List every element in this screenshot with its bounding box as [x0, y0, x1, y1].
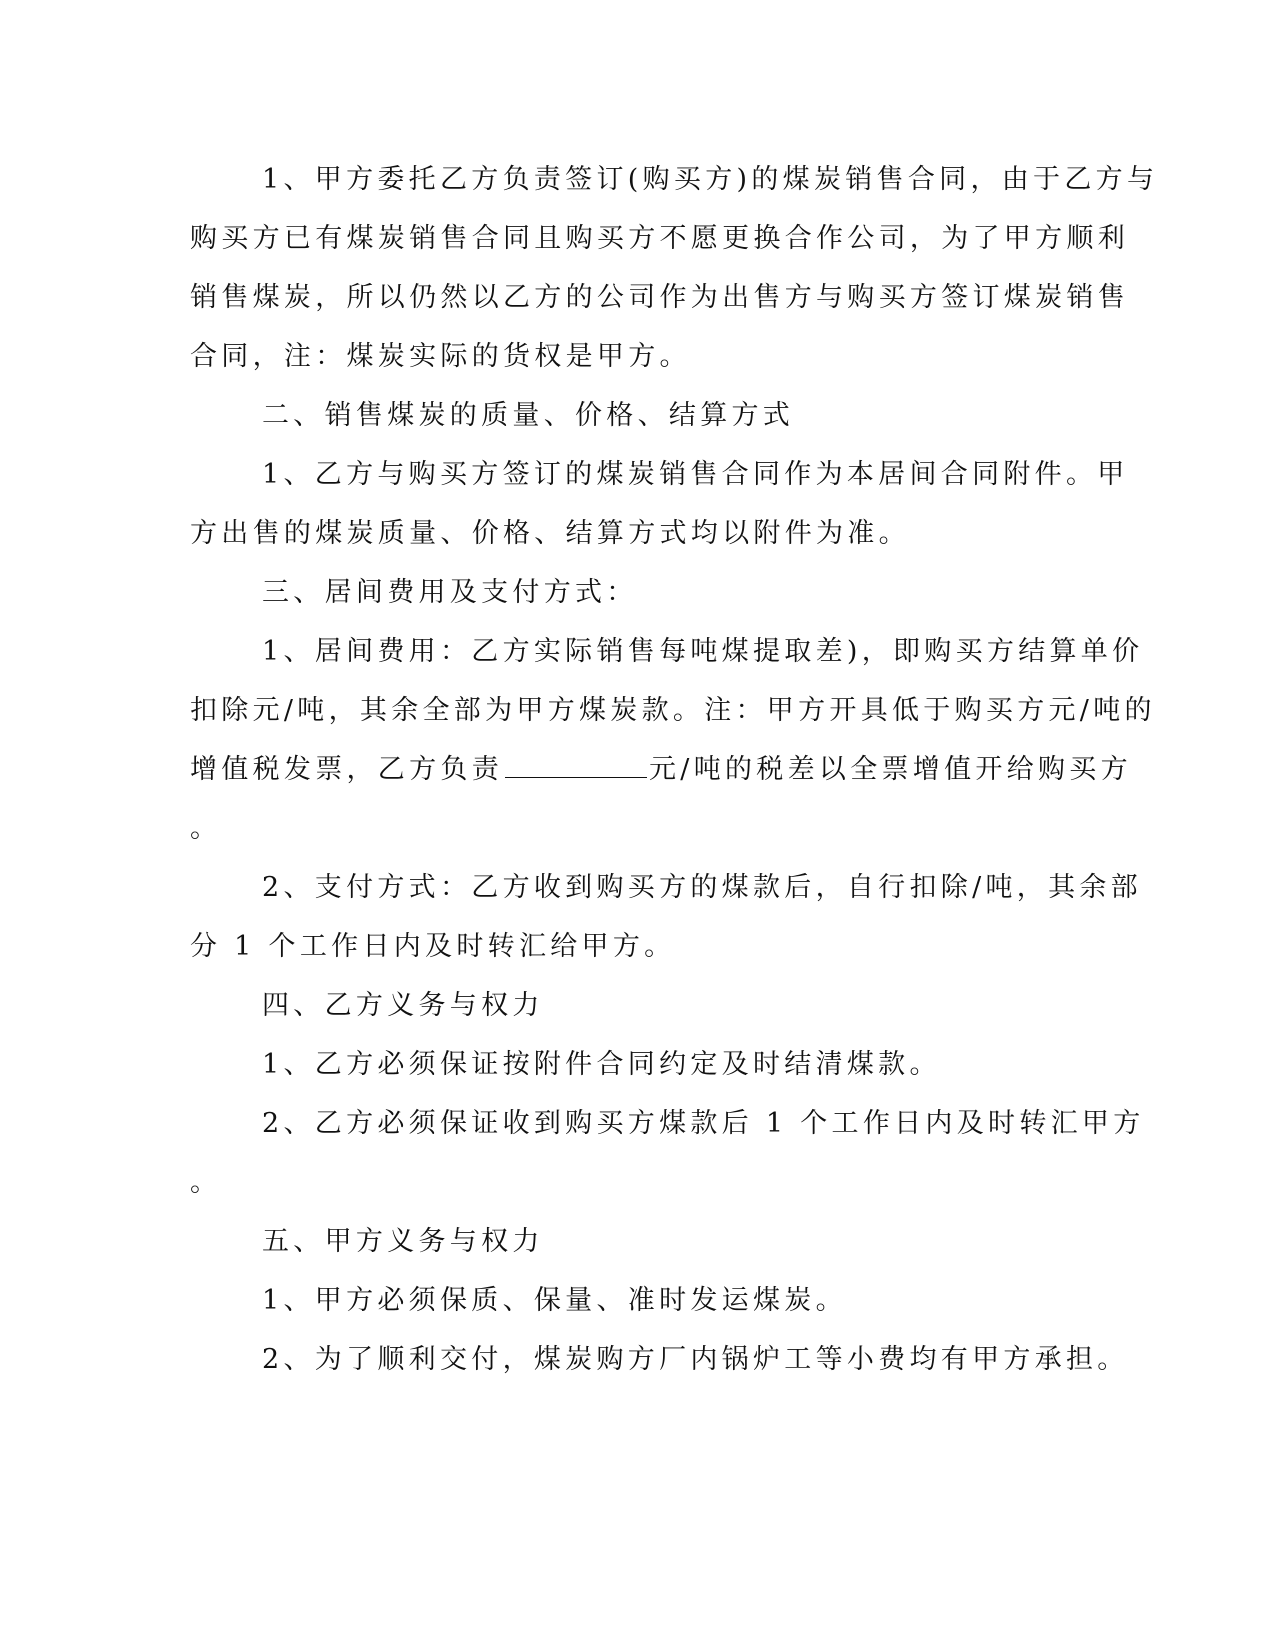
section-heading: 五、甲方义务与权力	[262, 1226, 544, 1257]
paragraph-line: 分 1 个工作日内及时转汇给甲方。	[190, 931, 676, 962]
section-heading: 三、居间费用及支付方式：	[262, 577, 638, 608]
paragraph-line: 方出售的煤炭质量、价格、结算方式均以附件为准。	[190, 518, 910, 549]
paragraph-line: 销售煤炭，所以仍然以乙方的公司作为出售方与购买方签订煤炭销售	[190, 282, 1129, 313]
paragraph-line: 。	[190, 1167, 222, 1198]
section-heading: 四、乙方义务与权力	[262, 990, 544, 1021]
paragraph-line-segment: 增值税发票，乙方负责	[190, 754, 503, 785]
paragraph-line: 。	[190, 813, 222, 844]
paragraph-line: 合同，注：煤炭实际的货权是甲方。	[190, 341, 691, 372]
paragraph-line: 1、甲方委托乙方负责签订(购买方)的煤炭销售合同，由于乙方与	[262, 164, 1159, 195]
paragraph-line-segment: 元/吨的税差以全票增值开给购买方	[649, 754, 1132, 785]
paragraph-line: 2、支付方式：乙方收到购买方的煤款后，自行扣除/吨，其余部	[262, 872, 1142, 903]
paragraph-line: 2、乙方必须保证收到购买方煤款后 1 个工作日内及时转汇甲方	[262, 1108, 1145, 1139]
paragraph-line: 1、甲方必须保质、保量、准时发运煤炭。	[262, 1285, 847, 1316]
paragraph-line: 1、乙方必须保证按附件合同约定及时结清煤款。	[262, 1049, 941, 1080]
section-heading: 二、销售煤炭的质量、价格、结算方式	[262, 400, 795, 431]
paragraph-line: 购买方已有煤炭销售合同且购买方不愿更换合作公司，为了甲方顺利	[190, 223, 1129, 254]
paragraph-line: 2、为了顺利交付，煤炭购方厂内锅炉工等小费均有甲方承担。	[262, 1344, 1129, 1375]
fill-in-blank	[505, 753, 647, 778]
paragraph-line: 1、居间费用：乙方实际销售每吨煤提取差)，即购买方结算单价	[262, 636, 1144, 667]
paragraph-line	[190, 753, 1132, 787]
paragraph-line: 扣除元/吨，其余全部为甲方煤炭款。注：甲方开具低于购买方元/吨的	[190, 695, 1156, 726]
paragraph-line: 1、乙方与购买方签订的煤炭销售合同作为本居间合同附件。甲	[262, 459, 1129, 490]
